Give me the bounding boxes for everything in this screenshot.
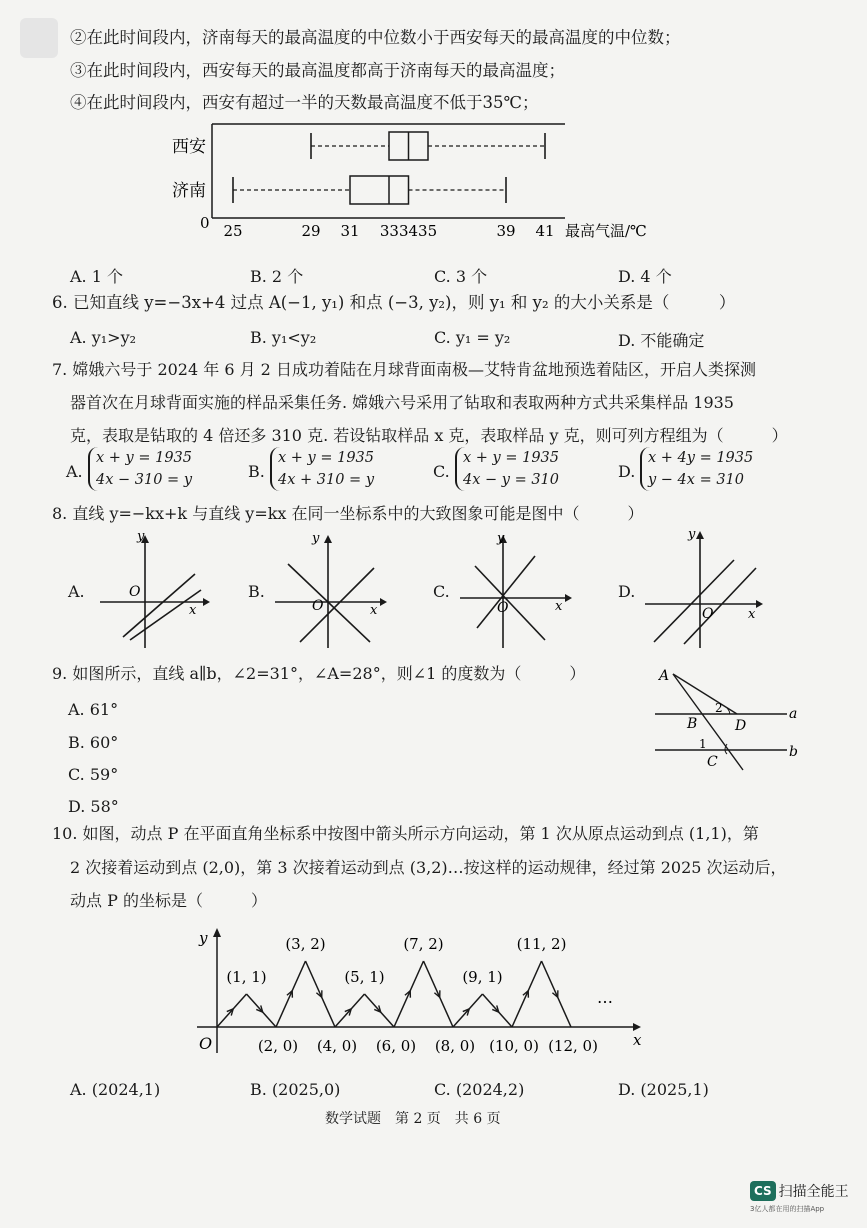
tick-label-4: 39 <box>496 222 516 240</box>
box-1 <box>350 176 409 204</box>
segment-12 <box>542 961 572 1027</box>
q8-stem: 8. 直线 y=−kx+k 与直线 y=kx 在同一坐标系中的大致图象可能是图中（ ） <box>52 504 644 523</box>
statement-3: ③在此时间段内，西安每天的最高温度都高于济南每天的最高温度； <box>70 61 565 80</box>
svg-text:y: y <box>312 532 320 546</box>
point-label-bottom-5: (12, 0) <box>548 1037 598 1055</box>
point-label-top-5: (11, 2) <box>516 935 567 953</box>
point-label-top-1: (3, 2) <box>285 935 326 953</box>
scanner-watermark <box>750 1180 849 1214</box>
point-label-bottom-3: (8, 0) <box>434 1037 476 1055</box>
x-axis-label: 最高气温/℃ <box>565 222 647 240</box>
tick-label-1: 29 <box>301 222 321 240</box>
q9-option-d[interactable]: D. 58° <box>68 797 119 816</box>
q9-stem: 9. 如图所示，直线 a∥b，∠2=31°，∠A=28°，则∠1 的度数为（ ） <box>52 664 586 683</box>
q8-graph-a[interactable] <box>95 532 210 650</box>
q7-option-a-label[interactable]: A. <box>66 462 83 481</box>
y-label: y <box>199 929 208 947</box>
q9-figure <box>645 664 805 774</box>
q8-graph-b[interactable] <box>270 532 390 650</box>
q6-option-c[interactable]: C. y₁ = y₂ <box>434 328 511 347</box>
svg-text:2: 2 <box>715 701 723 715</box>
point-label-bottom-2: (6, 0) <box>375 1037 417 1055</box>
page-corner-mark <box>20 18 58 58</box>
svg-text:y: y <box>497 532 505 546</box>
q7-option-d-label[interactable]: D. <box>618 462 636 481</box>
tick-label-5: 41 <box>535 222 555 240</box>
boxplot-labels <box>172 137 647 240</box>
q8-option-b-label[interactable]: B. <box>248 582 265 601</box>
point-label-top-0: (1, 1) <box>226 968 267 986</box>
q7-option-d[interactable] <box>640 447 753 491</box>
x-axis-arrow <box>633 1023 641 1031</box>
segment-10 <box>483 994 513 1027</box>
page-footer: 数学试题 第 2 页 共 6 页 <box>325 1111 501 1127</box>
segment-3 <box>276 961 306 1027</box>
statement-4: ④在此时间段内，西安有超过一半的天数最高温度不低于35℃； <box>70 93 539 112</box>
q8-graph-c[interactable] <box>455 532 575 650</box>
statement-2: ②在此时间段内，济南每天的最高温度的中位数小于西安每天的最高温度的中位数； <box>70 28 681 47</box>
q10-option-c[interactable]: C. (2024,2) <box>434 1080 525 1099</box>
svg-text:a: a <box>789 706 798 722</box>
q8-option-d-label[interactable]: D. <box>618 582 636 601</box>
q7-c-eq2: 4x − y = 310 <box>463 472 560 488</box>
q10-line-3: 动点 P 的坐标是（ ） <box>70 891 267 910</box>
svg-text:D: D <box>735 718 747 734</box>
point-label-bottom-1: (4, 0) <box>316 1037 358 1055</box>
q10-line-1: 10. 如图，动点 P 在平面直角坐标系中按图中箭头所示方向运动，第 1 次从原点运动到点 (1,1)，第 <box>52 824 759 843</box>
segment-6 <box>365 994 395 1027</box>
segment-4 <box>306 961 336 1027</box>
q7-line-3: 克，表取是钻取的 4 倍还多 310 克. 若设钻取样品 x 克，表取样品 y 克，则可列方程组为（ ） <box>70 426 788 445</box>
q10-option-d[interactable]: D. (2025,1) <box>618 1080 709 1099</box>
q7-option-b[interactable] <box>270 447 374 491</box>
q6-option-d[interactable]: D. 不能确定 <box>618 331 705 350</box>
q5-option-d[interactable]: D. 4 个 <box>618 267 672 286</box>
q10-line-2: 2 次接着运动到点 (2,0)，第 3 次接着运动到点 (3,2)…按这样的运动规律，经过第 2025 次运动后， <box>70 858 787 877</box>
q5-option-b[interactable]: B. 2 个 <box>250 267 304 286</box>
svg-text:O: O <box>497 600 509 616</box>
segment-1 <box>217 994 247 1027</box>
q10-option-a[interactable]: A. (2024,1) <box>70 1080 161 1099</box>
origin-label: O <box>199 1034 213 1053</box>
svg-text:x: x <box>370 603 378 618</box>
q7-option-c[interactable] <box>455 447 559 491</box>
q7-line-2: 器首次在月球背面实施的样品采集任务. 嫦娥六号采用了钻取和表取两种方式共采集样品 1935 <box>70 393 734 412</box>
q7-d-eq2: y − 4x = 310 <box>648 472 745 488</box>
cs-logo: CS <box>750 1181 776 1201</box>
tick-label-3: 333435 <box>379 222 438 240</box>
point-label-top-2: (5, 1) <box>344 968 385 986</box>
q6-option-a[interactable]: A. y₁>y₂ <box>70 328 137 347</box>
q6-stem: 6. 已知直线 y=−3x+4 过点 A(−1, y₁) 和点 (−3, y₂)，则 y₁ 和 y₂ 的大小关系是（ ） <box>52 293 736 312</box>
q5-option-a[interactable]: A. 1 个 <box>70 267 123 286</box>
q7-option-c-label[interactable]: C. <box>433 462 450 481</box>
svg-text:x: x <box>748 607 756 622</box>
q7-c-eq1: x + y = 1935 <box>463 450 560 466</box>
segment-8 <box>424 961 454 1027</box>
svg-text:C: C <box>707 754 718 770</box>
svg-text:y: y <box>688 527 696 542</box>
svg-text:O: O <box>129 584 141 600</box>
svg-text:O: O <box>312 598 324 614</box>
point-label-bottom-4: (10, 0) <box>489 1037 539 1055</box>
point-label-top-3: (7, 2) <box>403 935 444 953</box>
q6-option-b[interactable]: B. y₁<y₂ <box>250 328 317 347</box>
q8-option-c-label[interactable]: C. <box>433 582 450 601</box>
q10-figure <box>195 925 655 1060</box>
segment-9 <box>453 994 483 1027</box>
q7-a-eq1: x + y = 1935 <box>96 450 193 466</box>
boxplot-chart <box>160 118 680 246</box>
brand-name: 扫描全能王 <box>778 1183 849 1200</box>
point-label-top-4: (9, 1) <box>462 968 503 986</box>
q7-b-eq1: x + y = 1935 <box>278 450 375 466</box>
segment-5 <box>335 994 365 1027</box>
q5-option-c[interactable]: C. 3 个 <box>434 267 488 286</box>
category-label-0: 西安 <box>172 137 206 157</box>
q8-graph-d[interactable] <box>640 524 770 650</box>
origin-label: 0 <box>200 214 210 232</box>
svg-text:b: b <box>789 744 798 760</box>
q10-option-b[interactable]: B. (2025,0) <box>250 1080 341 1099</box>
ellipsis: … <box>597 988 613 1007</box>
q7-line-1: 7. 嫦娥六号于 2024 年 6 月 2 日成功着陆在月球背面南极—艾特肯盆地预选着陆区，开启人类探测 <box>52 360 756 379</box>
segment-2 <box>247 994 277 1027</box>
q7-option-a[interactable] <box>88 447 192 491</box>
q7-d-eq1: x + 4y = 1935 <box>648 450 754 466</box>
svg-text:A: A <box>659 668 670 684</box>
category-label-1: 济南 <box>172 181 206 201</box>
svg-text:x: x <box>555 599 563 614</box>
svg-text:B: B <box>687 716 698 732</box>
segment-7 <box>394 961 424 1027</box>
q7-a-eq2: 4x − 310 = y <box>96 472 193 488</box>
segment-11 <box>512 961 542 1027</box>
svg-text:x: x <box>189 603 197 618</box>
zigzag-labels <box>198 929 642 1055</box>
brand-subtitle: 3亿人都在用的扫描App <box>750 1204 825 1213</box>
svg-text:1: 1 <box>699 737 707 751</box>
q9-option-b[interactable]: B. 60° <box>68 733 119 752</box>
x-label: x <box>633 1031 642 1049</box>
svg-text:y: y <box>137 532 145 544</box>
svg-text:O: O <box>702 606 714 622</box>
tick-label-0: 25 <box>223 222 243 240</box>
q8-option-a-label[interactable]: A. <box>68 582 85 601</box>
boxplot-boxes <box>233 132 545 204</box>
point-label-bottom-0: (2, 0) <box>257 1037 299 1055</box>
y-axis-arrow <box>213 928 221 937</box>
q9-option-c[interactable]: C. 59° <box>68 765 119 784</box>
tick-label-2: 31 <box>340 222 360 240</box>
q7-option-b-label[interactable]: B. <box>248 462 265 481</box>
q9-option-a[interactable]: A. 61° <box>68 700 119 719</box>
q7-b-eq2: 4x + 310 = y <box>278 472 375 488</box>
